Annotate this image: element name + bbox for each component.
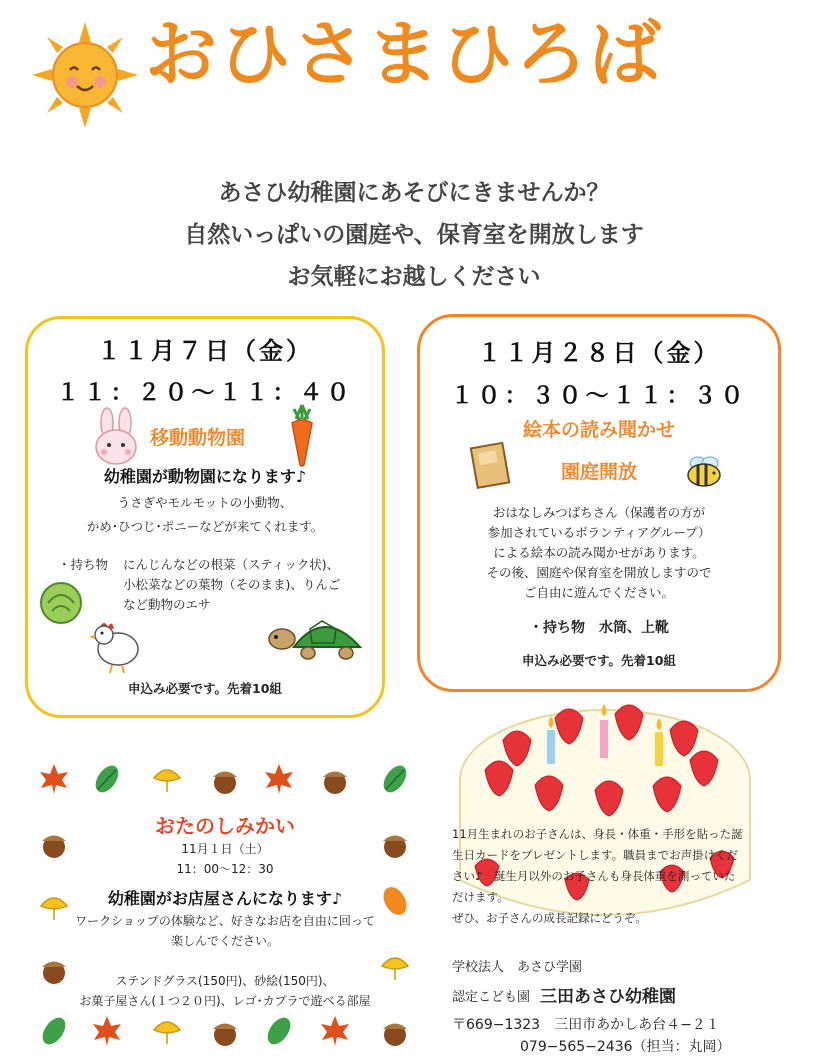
- event1-items-3: など動物のエサ: [123, 597, 211, 612]
- event1-headline: 幼稚園が動物園になります♪: [103, 467, 307, 486]
- green-leaf-icon: [37, 1014, 71, 1048]
- green-leaf-icon: [262, 1014, 296, 1048]
- birthday-line-3: さい♪ 誕生月以外のお子さんも身長体重を測っていた: [452, 869, 736, 883]
- maple-leaf-icon: [90, 1014, 124, 1048]
- event2-card: [417, 314, 781, 692]
- ginkgo-leaf-icon: [150, 762, 184, 796]
- footer-address: 〒669−1323 三田市あかしあ台４−２１: [452, 1017, 720, 1033]
- birthday-line-1: 11月生まれのお子さんは、身長・体重・手形を貼った誕: [452, 827, 743, 841]
- event2-note: 申込み必要です。先着10組: [522, 653, 676, 668]
- intro-line-3: お気軽にお越しください: [287, 264, 541, 290]
- birthday-line-4: だけます。: [452, 890, 509, 904]
- event1-card: [25, 316, 385, 718]
- acorn-icon: [208, 1014, 242, 1048]
- green-leaf-icon: [90, 762, 124, 796]
- chicken-icon: [86, 617, 146, 675]
- event1-items-1: にんじんなどの根菜（スティック状)、: [123, 557, 340, 572]
- footer-phone: 079−565−2436（担当：丸岡）: [520, 1039, 731, 1055]
- birthday-line-2: 生日カードをプレゼントします。職員までお声掛けくだ: [452, 848, 739, 862]
- event3-title: おたのしみかい: [155, 814, 295, 838]
- event1-items-2: 小松菜などの葉物（そのまま)、りんご: [123, 577, 341, 592]
- event2-items: ・持ち物 水筒、上靴: [529, 620, 669, 636]
- maple-leaf-icon: [37, 762, 71, 796]
- sun-icon: [30, 20, 140, 130]
- event2-subtitle-2: 園庭開放: [560, 461, 637, 483]
- event1-desc-1: うさぎやモルモットの小動物、: [117, 495, 293, 510]
- event2-desc-3: による絵本の読み聞かせがあります。: [493, 545, 705, 560]
- event3-desc-2: 楽しんでください。: [170, 934, 279, 948]
- turtle-icon: [266, 607, 370, 665]
- event3-date: 11月１日（土）: [181, 842, 269, 856]
- event2-desc-4: その後、園庭や保育室を開放しますので: [486, 565, 712, 580]
- event1-date: １１月７日（金）: [97, 337, 313, 365]
- footer-school-name: 三田あさひ幼稚園: [540, 987, 676, 1007]
- event2-time: １０：３０〜１１：３０: [450, 383, 748, 409]
- event1-note: 申込み必要です。先着10組: [128, 681, 282, 696]
- birthday-line-5: ぜひ、お子さんの成長記録にどうぞ。: [452, 911, 647, 925]
- event3-desc-4: お菓子屋さん(１つ２０円)、レゴ･カプラで遊べる部屋: [79, 994, 371, 1008]
- event1-desc-2: かめ･ひつじ･ポニーなどが来てくれます。: [86, 519, 324, 534]
- green-leaf-icon: [378, 762, 412, 796]
- event2-desc-5: ご自由に遊んでください。: [523, 585, 674, 600]
- acorn-icon: [318, 762, 352, 796]
- footer-school-label: 認定こども園: [452, 990, 531, 1005]
- event1-time: １１：２０〜１１：４０: [56, 380, 354, 406]
- cabbage-icon: [38, 581, 84, 625]
- footer-corp: 学校法人 あさひ学園: [452, 960, 583, 975]
- acorn-icon: [378, 1014, 412, 1048]
- event3-desc-1: ワークショップの体験など、好きなお店を自由に回って: [75, 914, 375, 928]
- carrot-icon: [284, 403, 320, 467]
- intro-line-1: あさひ幼稚園にあそびにきませんか？: [218, 180, 610, 206]
- event2-subtitle-1: 絵本の読み聞かせ: [522, 419, 675, 441]
- event2-desc-1: おはなしみつばちさん（保護者の方が: [492, 505, 706, 520]
- event3-desc-3: ステンドグラス(150円)、砂絵(150円)、: [115, 974, 335, 988]
- page-title: おひさまひろば: [145, 12, 664, 96]
- rabbit-icon: [90, 407, 142, 467]
- maple-leaf-icon: [318, 1014, 352, 1048]
- ginkgo-leaf-icon: [150, 1014, 184, 1048]
- event2-desc-2: 参加されているボランティアグループ）: [487, 525, 711, 540]
- event3-time: 11：00〜12：30: [176, 862, 274, 876]
- intro-line-2: 自然いっぱいの園庭や、保育室を開放します: [184, 222, 644, 248]
- event3-headline: 幼稚園がお店屋さんになります♪: [107, 889, 343, 908]
- event1-subtitle: 移動動物園: [150, 427, 246, 449]
- maple-leaf-icon: [262, 762, 296, 796]
- bee-icon: [682, 453, 726, 489]
- event1-items-label: ・持ち物: [58, 557, 109, 572]
- event2-date: １１月２８日（金）: [477, 339, 721, 367]
- acorn-icon: [208, 762, 242, 796]
